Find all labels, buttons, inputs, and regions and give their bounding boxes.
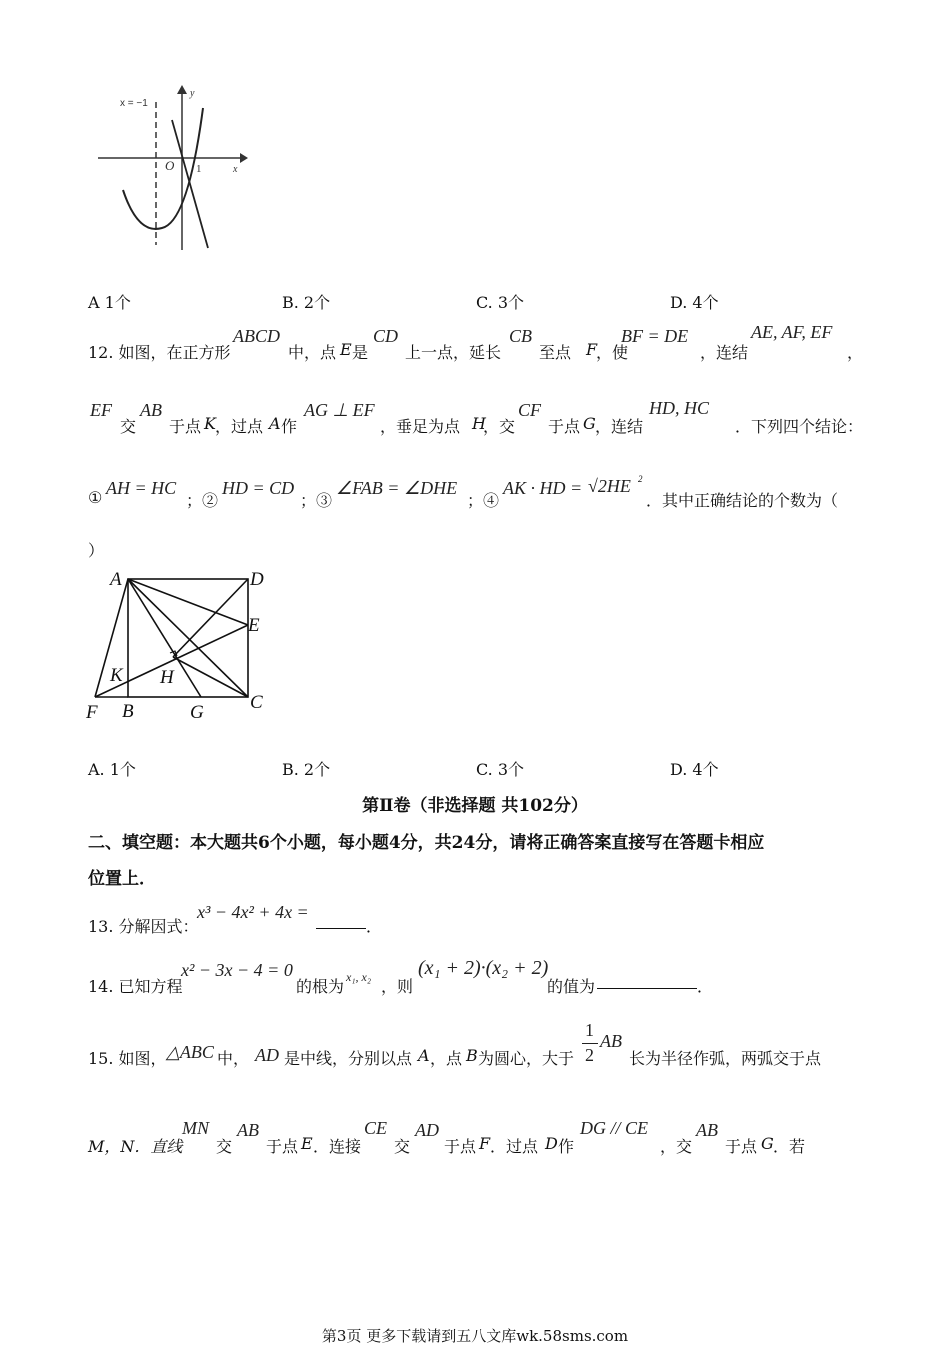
fig-label-h: H [160,667,174,688]
q12-text-1: 中，点 [288,343,337,362]
q13-label: 13. 分解因式： [88,917,199,936]
page-footer: 第3页 更多下载请到五八文库wk.58sms.com [321,1327,629,1345]
q12-text-2: 是 [352,343,369,362]
q12-text-6: ，连结 [700,343,749,362]
q15-text-11: ．若 [773,1137,806,1156]
q14-expression: (x₁ + 2)·(x₂ + 2) [418,957,549,979]
q15-text-10: 于点 [725,1137,758,1156]
fig-label-b: B [122,701,134,722]
q14-label: 14. 已知方程 [88,977,183,996]
q12-semi-3: ；④ [467,491,500,510]
q15-text-1: 是中线，分别以点 [284,1049,413,1068]
q13-end: ． [366,917,383,936]
q12-conclusion-1: AH = HC [106,478,177,498]
q12-intro: 12. 如图，在正方形 [88,343,231,362]
q14-mid: 的根为 [296,977,345,996]
q14-answer-blank [597,974,697,989]
q12-segments: AE, AF, EF [751,322,833,342]
q15-frac-den: 2 [585,1045,594,1065]
q12-perp: AG ⊥ EF [304,400,375,420]
q13-expression: x³ − 4x² + 4x = [197,902,309,922]
q12-hd-hc: HD, HC [649,398,710,418]
q15-triangle: △ABC [166,1042,214,1062]
q12-text-3: 上一点，延长 [405,343,502,362]
q15-l2a: M，N．直线 [88,1137,183,1156]
q12-seg-ab: AB [140,400,162,420]
parabola-curve [123,108,203,229]
y-axis-label: y [190,88,195,99]
q12-text-5: ，使 [596,343,629,362]
q15-parallel: DG // CE [580,1118,649,1138]
square-figure [80,565,280,730]
q12-text-9: ，垂足为点 [380,417,461,436]
seg-hd [173,579,248,657]
q15-point-f: F [479,1134,491,1153]
fig-label-a: A [110,569,122,590]
q12-option-d: D. 4个 [670,760,719,779]
q12-jiao: 交 [120,417,137,436]
q15-seg-ab-3: AB [696,1120,718,1140]
parabola-graph-figure [90,80,260,255]
fig-label-k: K [110,665,123,686]
q12-seg-cd: CD [373,326,399,346]
q15-seg-ab: AB [600,1031,622,1051]
q11-option-c: C. 3个 [476,293,525,312]
q12-conclusion-3: ∠FAB = ∠DHE [336,478,458,498]
y-axis-arrow [177,85,187,94]
q12-text-13: ．下列四个结论： [735,417,864,436]
q15-frac-num: 1 [585,1020,594,1040]
q11-option-b: B. 2个 [282,293,331,312]
q15-text-6: ．连接 [313,1137,362,1156]
q15-seg-ab-2: AB [237,1120,259,1140]
q14-roots: x₁, x₂ [346,970,371,984]
seg-hc [173,657,248,697]
q12-text-8: ，过点 [215,417,264,436]
q12-text-4: 至点 [539,343,572,362]
q15-text-4: 长为半径作弧，两弧交于点 [629,1049,822,1068]
x-axis-label: x [233,164,238,175]
q15-jiao-1: 交 [216,1137,233,1156]
fig-label-e: E [248,615,260,636]
q12-option-a: A. 1个 [88,760,136,779]
fig-label-f: F [86,702,98,723]
q15-text-7: 于点 [444,1137,477,1156]
part2-heading-line2: 位置上． [88,869,156,889]
q12-text-7: 于点 [169,417,202,436]
q12-point-g: G [583,414,596,433]
q12-tail: ．其中正确结论的个数为（ [646,491,839,510]
q15-seg-mn: MN [182,1118,209,1138]
q15-text-8: ．过点 [490,1137,539,1156]
q12-option-c: C. 3个 [476,760,525,779]
q15-text-9: ，交 [660,1137,693,1156]
q12-conclusion-2: HD = CD [222,478,295,498]
q14-tail: 的值为 [547,977,596,996]
q12-zuo: 作 [281,417,298,436]
q12-seg-cb: CB [509,326,533,346]
q15-point-b: B [466,1046,478,1065]
q12-conclusion-4b: √2HE [588,476,631,496]
q12-point-e: E [340,340,352,359]
q12-eq-bf-de: BF = DE [621,326,689,346]
q12-seg-cf: CF [518,400,542,420]
q15-jiao-2: 交 [394,1137,411,1156]
x-axis-arrow [240,153,248,163]
q15-label: 15. 如图， [88,1049,167,1068]
q15-frac-bar [582,1043,598,1044]
q15-point-g: G [761,1134,774,1153]
tick-label-1: 1 [196,163,202,175]
q13-answer-blank [316,914,366,929]
q12-semi-1: ；② [186,491,219,510]
q15-point-e: E [301,1134,313,1153]
q15-text-5: 于点 [266,1137,299,1156]
q12-text-12: ，连结 [595,417,644,436]
q12-point-a: A [269,414,281,433]
q12-point-f: F [586,340,598,359]
q15-seg-ce: CE [364,1118,388,1138]
q14-equation: x² − 3x − 4 = 0 [181,960,293,980]
straight-line [172,120,208,248]
q15-point-a: A [418,1046,430,1065]
q12-seg-ef: EF [90,400,112,420]
q12-close-paren: ） [88,541,105,560]
q11-option-a: A 1个 [88,293,131,312]
q12-point-h: H [472,414,486,433]
q15-text-3: 为圆心，大于 [478,1049,575,1068]
fig-label-g: G [190,702,204,723]
section-title: 第Ⅱ卷（非选择题 共102分） [362,796,588,816]
q15-zhong: 中， [217,1049,250,1068]
q12-c1-num: ① [88,488,103,507]
dashed-line-label: x = −1 [120,98,148,109]
q15-seg-ad: AD [255,1045,279,1065]
q15-seg-ad-2: AD [415,1120,439,1140]
q12-text-11: 于点 [548,417,581,436]
q12-square-name: ABCD [233,326,280,346]
q15-text-2: ，点 [430,1049,463,1068]
origin-label: O [165,158,175,173]
fig-label-c: C [250,692,263,713]
q15-point-d: D [545,1134,558,1153]
q12-point-k: K [204,414,216,433]
q12-option-b: B. 2个 [282,760,331,779]
seg-ae [128,579,248,625]
q14-then: ，则 [381,977,414,996]
q11-option-d: D. 4个 [670,293,719,312]
q14-end: ． [697,977,714,996]
q12-comma: ， [847,343,864,362]
q15-zuo: 作 [558,1137,575,1156]
part2-heading-line1: 二、填空题：本大题共6个小题，每小题4分，共24分，请将正确答案直接写在答题卡相应 [88,833,765,853]
q12-text-10: ，交 [483,417,516,436]
q12-semi-2: ；③ [300,491,333,510]
fig-label-d: D [250,569,264,590]
q12-conclusion-4a: AK · HD = [503,478,583,498]
